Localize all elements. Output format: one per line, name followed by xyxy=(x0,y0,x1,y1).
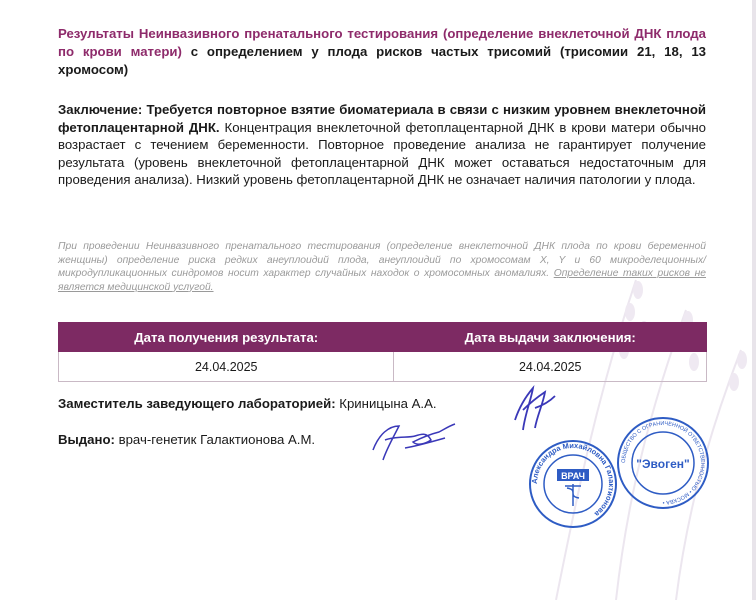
note-underlined: Определение таких рисков не является медицинской услугой. xyxy=(58,268,706,293)
deputy-name: Криницына А.А. xyxy=(335,396,437,411)
title-accent: Результаты Неинвазивного пренатального тестирования (определение внеклеточной ДНК плода по крови матери) xyxy=(58,26,706,59)
issued-date-header: Дата выдачи заключения: xyxy=(394,323,707,352)
deputy-signature xyxy=(505,380,565,440)
issued-label: Выдано: xyxy=(58,432,115,447)
issued-by-line xyxy=(58,432,315,447)
org-stamp xyxy=(615,415,711,511)
conclusion-heading: Заключение: Требуется повторное взятие биоматериала в связи с низким уровнем внеклеточной фетоплацентарной ДНК. xyxy=(58,102,706,135)
received-date-value: 24.04.2025 xyxy=(59,352,394,382)
title-rest: с определением у плода рисков частых трисомий (трисомии 21, 18, 13 хромосом) xyxy=(58,44,706,77)
issued-date-value: 24.04.2025 xyxy=(394,352,707,382)
deputy-head-line xyxy=(58,396,437,411)
deputy-label: Заместитель заведующего лабораторией: xyxy=(58,396,336,411)
org-stamp-ring-text: ОБЩЕСТВО С ОГРАНИЧЕННОЙ ОТВЕТСТВЕННОСТЬЮ • МОСКВА • xyxy=(620,420,706,506)
conclusion-paragraph xyxy=(58,101,706,189)
doctor-stamp-ring-text: Александра Михайловна Галактионова xyxy=(529,440,617,519)
page-edge xyxy=(752,0,756,600)
dates-table xyxy=(58,322,707,382)
report-title xyxy=(58,25,706,79)
received-date-header: Дата получения результата: xyxy=(59,323,394,352)
issued-name: врач-генетик Галактионова А.М. xyxy=(114,432,316,447)
doctor-signature xyxy=(365,416,460,466)
org-stamp-center-text: "Эвоген" xyxy=(636,457,690,471)
note-text: При проведении Неинвазивного пренатального тестирования (определение внеклеточной ДНК плода по крови беременной женщины) определение риска редких анеуплоидий плода, анеуплоидий по хромосомам X, Y и 60 микроделеционных/микродупликационных синдромов носит характер случайных находок о хромосомных аномалиях. xyxy=(58,241,706,280)
doctor-stamp-center-text: ВРАЧ xyxy=(561,471,585,481)
conclusion-text: Концентрация внеклеточной фетоплацентарной ДНК в крови матери обычно возрастает с течением беременности. Повторное проведение анализа не гарантирует получение результата (уровень внеклеточной фетоплацентарной ДНК может оставаться недостаточным для проведения анализа). Низкий уровень фетоплацентарной ДНК не означает наличия патологии у плода. xyxy=(58,119,706,188)
doctor-stamp xyxy=(527,438,619,530)
disclaimer-note xyxy=(58,240,706,294)
